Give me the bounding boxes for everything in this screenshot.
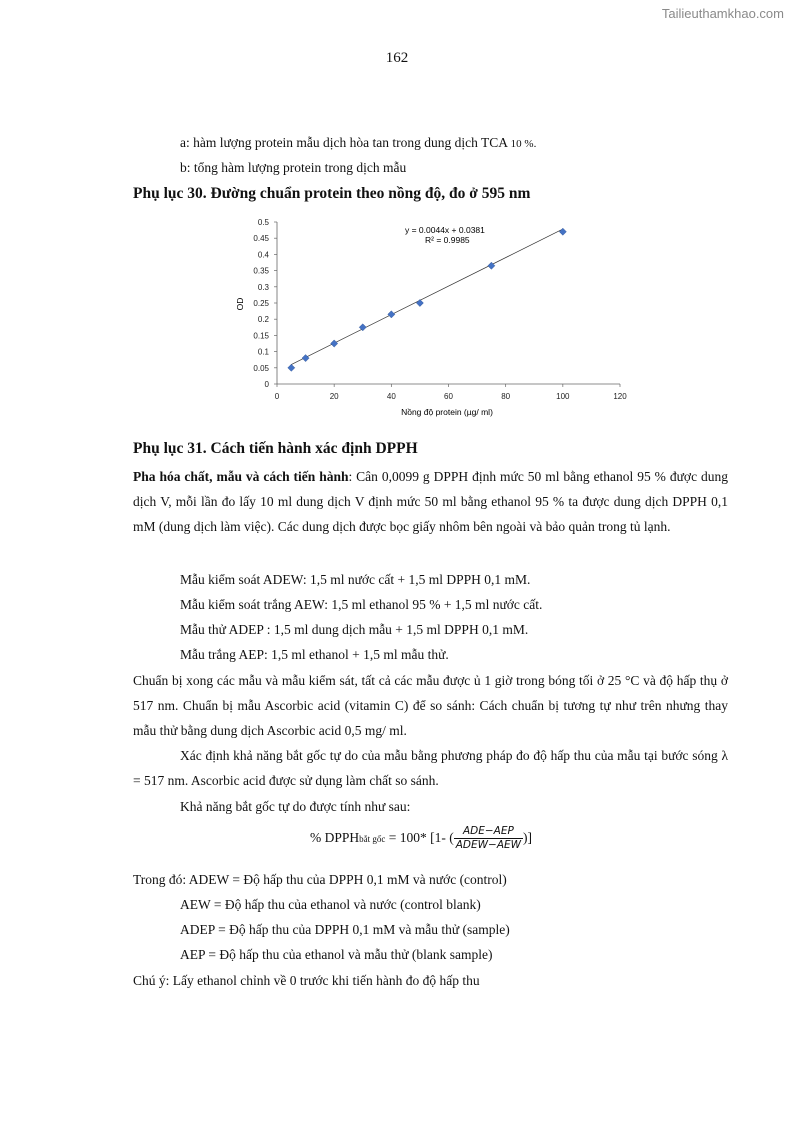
formula-numerator: ADE−AEP [454,825,523,839]
sample-line: Mẫu kiểm soát ADEW: 1,5 ml nước cất + 1,5 ml DPPH 0,1 mM. [180,572,531,587]
sample-line: Mẫu thử ADEP : 1,5 ml dung dịch mẫu + 1,5 ml DPPH 0,1 mM. [180,622,529,637]
appendix-31-heading: Phụ lục 31. Cách tiến hành xác định DPPH [133,440,418,457]
appendix-30-heading: Phụ lục 30. Đường chuẩn protein theo nồng độ, đo ở 595 nm [133,185,531,202]
method-paragraph: Xác định khả năng bắt gốc tự do của mẫu bằng phương pháp đo độ hấp thu của mẫu tại bước sóng λ = 517 nm. Ascorbic acid được sử dụng làm chất so sánh. [133,748,728,788]
note-a-suffix: 10 %. [510,138,537,150]
definition-line: Trong đó: ADEW = Độ hấp thu của DPPH 0,1 mM và nước (control) [133,872,507,887]
intro-paragraph [133,464,728,539]
x-tick-label: 60 [444,392,453,401]
note-a [180,134,536,153]
note-line: Chú ý: Lấy ethanol chỉnh về 0 trước khi tiến hành đo độ hấp thu [133,973,480,988]
formula-mid: = 100* [1- ( [385,830,454,845]
y-tick-label: 0.15 [253,331,269,341]
x-ticks [275,384,627,401]
dpph-formula [310,823,532,854]
formula-end: )] [523,830,533,845]
note-a-text: a: hàm lượng protein mẫu dịch hòa tan trong dung dịch TCA [180,135,511,150]
x-axis-label: Nồng độ protein (µg/ ml) [401,407,493,417]
data-point [331,340,338,347]
x-tick-label: 100 [556,392,570,401]
y-tick-label: 0 [264,380,269,389]
y-tick-label: 0.25 [253,299,269,308]
formula-denominator: ADEW−AEW [455,839,522,852]
r-squared: R² = 0.9985 [425,235,470,245]
definition-line: AEW = Độ hấp thu của ethanol và nước (control blank) [180,897,481,912]
data-point [559,228,566,235]
y-ticks [253,218,277,389]
protein-standard-chart [225,212,645,422]
y-tick-label: 0.35 [253,266,269,276]
x-tick-label: 80 [501,392,511,401]
y-tick-label: 0.5 [257,218,269,227]
intro-text: : Cân 0,0099 g DPPH định mức 50 ml bằng ethanol 95 % được dung dịch V, mỗi lần đo lấy 10 ml dung dịch V định mức 50 ml bằng ethanol 95 % ta được dung dịch DPPH 0,1 mM (dung dịch làm việc). Các dung dịch được bọc giấy nhôm bên ngoài và bảo quản trong tủ lạnh. [133,469,728,534]
data-point [302,354,309,361]
formula-fraction [454,825,523,852]
y-tick-label: 0.4 [257,250,269,260]
x-tick-label: 20 [329,392,339,401]
data-point [288,364,295,371]
chart-axes [277,222,620,384]
trend-equation: y = 0.0044x + 0.0381 [405,225,485,235]
y-tick-label: 0.2 [257,315,269,325]
page-number: 162 [385,50,409,66]
formula-intro: Khả năng bắt gốc tự do được tính như sau: [180,799,411,814]
y-tick-label: 0.45 [253,234,269,244]
intro-bold: Pha hóa chất, mẫu và cách tiến hành [133,469,349,484]
y-axis-label: OD [235,297,245,311]
y-tick-label: 0.3 [257,282,269,292]
x-tick-label: 0 [274,392,280,401]
sample-line: Mẫu trắng AEP: 1,5 ml ethanol + 1,5 ml mẫu thử. [180,647,449,662]
y-tick-label: 0.05 [253,363,269,373]
data-point [388,311,395,318]
x-tick-label: 120 [613,392,627,401]
definition-line: AEP = Độ hấp thu của ethanol và mẫu thử (blank sample) [180,947,493,962]
watermark: Tailieuthamkhao.com [661,6,784,21]
data-point [416,299,423,306]
data-points [288,228,567,371]
note-b: b: tổng hàm lượng protein trong dịch mẫu [180,160,407,175]
x-tick-label: 40 [386,392,396,401]
prep-paragraph: Chuẩn bị xong các mẫu và mẫu kiểm sát, tất cả các mẫu được ủ 1 giờ trong bóng tối ở 25 °C và độ hấp thụ ở 517 nm. Chuẩn bị mẫu Ascorbic acid (vitamin C) để so sánh: Cách chuẩn bị tương tự như trên nhưng thay mẫu thử bằng dung dịch Ascorbic acid 0,5 mg/ ml. [133,673,728,738]
definition-line: ADEP = Độ hấp thu của DPPH 0,1 mM và mẫu thử (sample) [180,922,510,937]
sample-line: Mẫu kiểm soát trắng AEW: 1,5 ml ethanol 95 % + 1,5 ml nước cất. [180,597,543,612]
formula-sub: bắt gốc [359,834,386,844]
y-tick-label: 0.1 [257,347,269,357]
formula-lhs: % DPPH [310,830,360,845]
